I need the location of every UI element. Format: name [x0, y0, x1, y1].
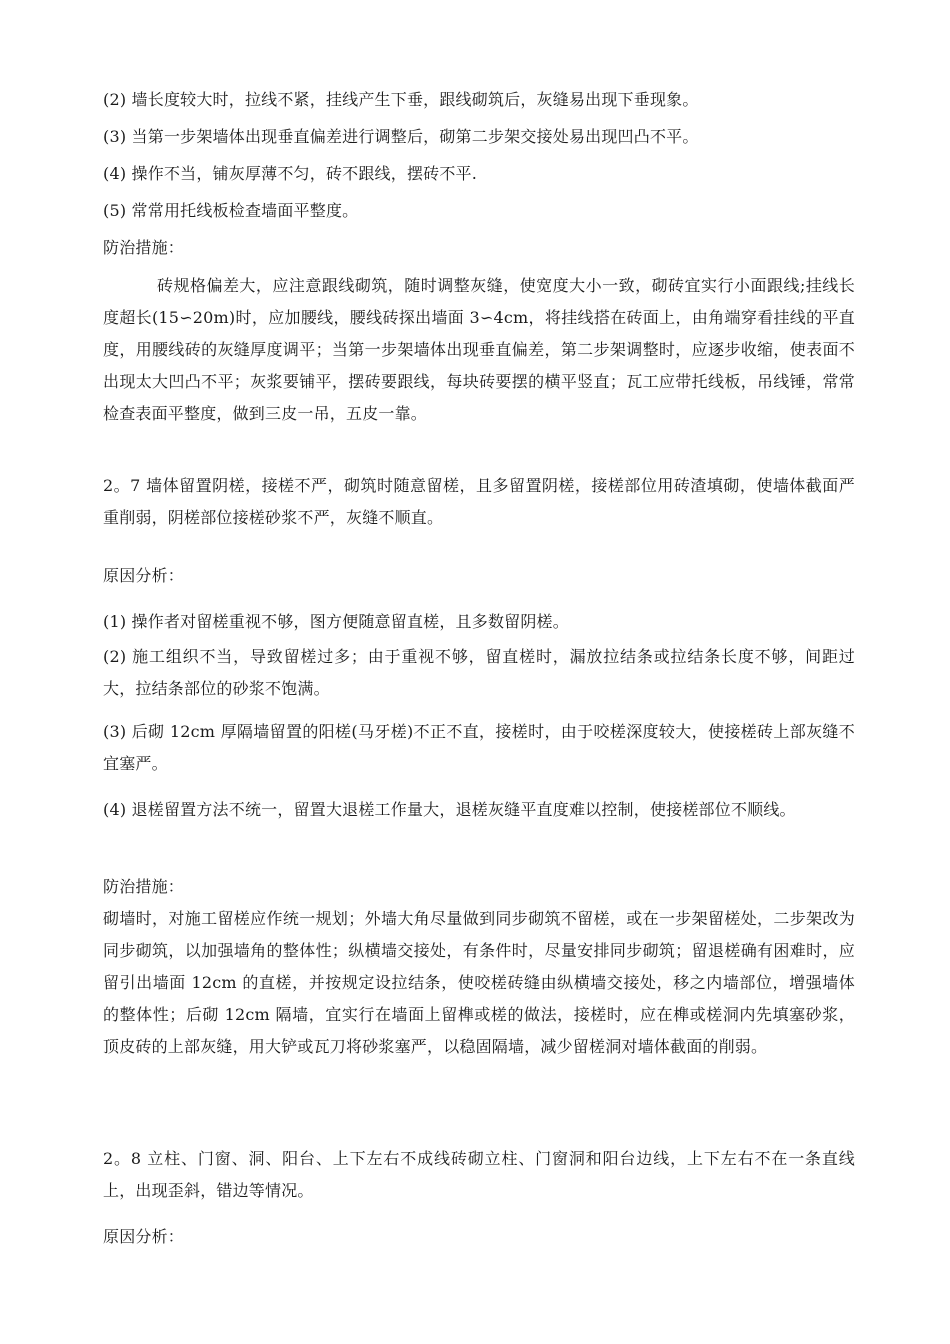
heading-cause-1: 原因分析：: [103, 566, 185, 585]
cause-item-2: (2) 施工组织不当，导致留槎过多；由于重视不够，留直槎时，漏放拉结条或拉结条长度不够，间距过大，拉结条部位的砂浆不饱满。: [103, 647, 855, 698]
heading-cause-2: 原因分析：: [103, 1227, 185, 1246]
paragraph-item-2: (2) 墙长度较大时，拉线不紧，挂线产生下垂，跟线砌筑后，灰缝易出现下垂现象。: [103, 90, 699, 109]
heading-prevention-2: 防治措施：: [103, 877, 185, 896]
heading-prevention-1: 防治措施：: [103, 238, 185, 257]
paragraph-item-3: (3) 当第一步架墙体出现垂直偏差进行调整后，砌第二步架交接处易出现凹凸不平。: [103, 127, 699, 146]
paragraph-prevention-2-body: 砌墙时，对施工留槎应作统一规划；外墙大角尽量做到同步砌筑不留槎，或在一步架留槎处，二步架改为同步砌筑，以加强墙角的整体性；纵横墙交接处，有条件时，尽量安排同步砌筑；留退槎确有困难时，应留引出墙面 12cm 的直槎，并按规定设拉结条，使咬槎砖缝由纵横墙交接处，移之内墙部位，增强墙体的整体性；后砌 12cm 隔墙，宜实行在墙面上留榫或槎的做法，接槎时，应在榫或槎洞内先填塞砂浆，顶皮砖的上部灰缝，用大铲或瓦刀将砂浆塞严，以稳固隔墙，减少留槎洞对墙体截面的削弱。: [103, 909, 855, 1056]
section-2-7-heading: 2。7 墙体留置阴槎，接槎不严，砌筑时随意留槎，且多留置阴槎，接槎部位用砖渣填砌，使墙体截面严重削弱，阴槎部位接槎砂浆不严，灰缝不顺直。: [103, 476, 855, 527]
paragraph-prevention-1-body: 砖规格偏差大，应注意跟线砌筑，随时调整灰缝，使宽度大小一致，砌砖宜实行小面跟线;挂线长度超长(15∽20m)时，应加腰线，腰线砖探出墙面 3∽4cm，将挂线搭在砖面上，由角端穿看挂线的平直度，用腰线砖的灰缝厚度调平；当第一步架墙体出现垂直偏差，第二步架调整时，应逐步收缩，使表面不出现太大凹凸不平；灰浆要铺平，摆砖要跟线，每块砖要摆的横平竖直；瓦工应带托线板，吊线锤，常常检查表面平整度，做到三皮一吊，五皮一靠。: [103, 276, 855, 423]
cause-item-4: (4) 退槎留置方法不统一，留置大退槎工作量大，退槎灰缝平直度难以控制，使接槎部位不顺线。: [103, 800, 796, 819]
section-2-8-heading: 2。8 立柱、门窗、洞、阳台、上下左右不成线砖砌立柱、门窗洞和阳台边线，上下左右不在一条直线上，出现歪斜，错边等情况。: [103, 1149, 855, 1200]
paragraph-item-4: (4) 操作不当，铺灰厚薄不匀，砖不跟线，摆砖不平.: [103, 164, 478, 183]
cause-item-1: (1) 操作者对留槎重视不够，图方便随意留直槎，且多数留阴槎。: [103, 612, 569, 631]
paragraph-item-5: (5) 常常用托线板检查墙面平整度。: [103, 201, 359, 220]
cause-item-3: (3) 后砌 12cm 厚隔墙留置的阳槎(马牙槎)不正不直，接槎时，由于咬槎深度较大，使接槎砖上部灰缝不宜塞严。: [103, 722, 855, 773]
